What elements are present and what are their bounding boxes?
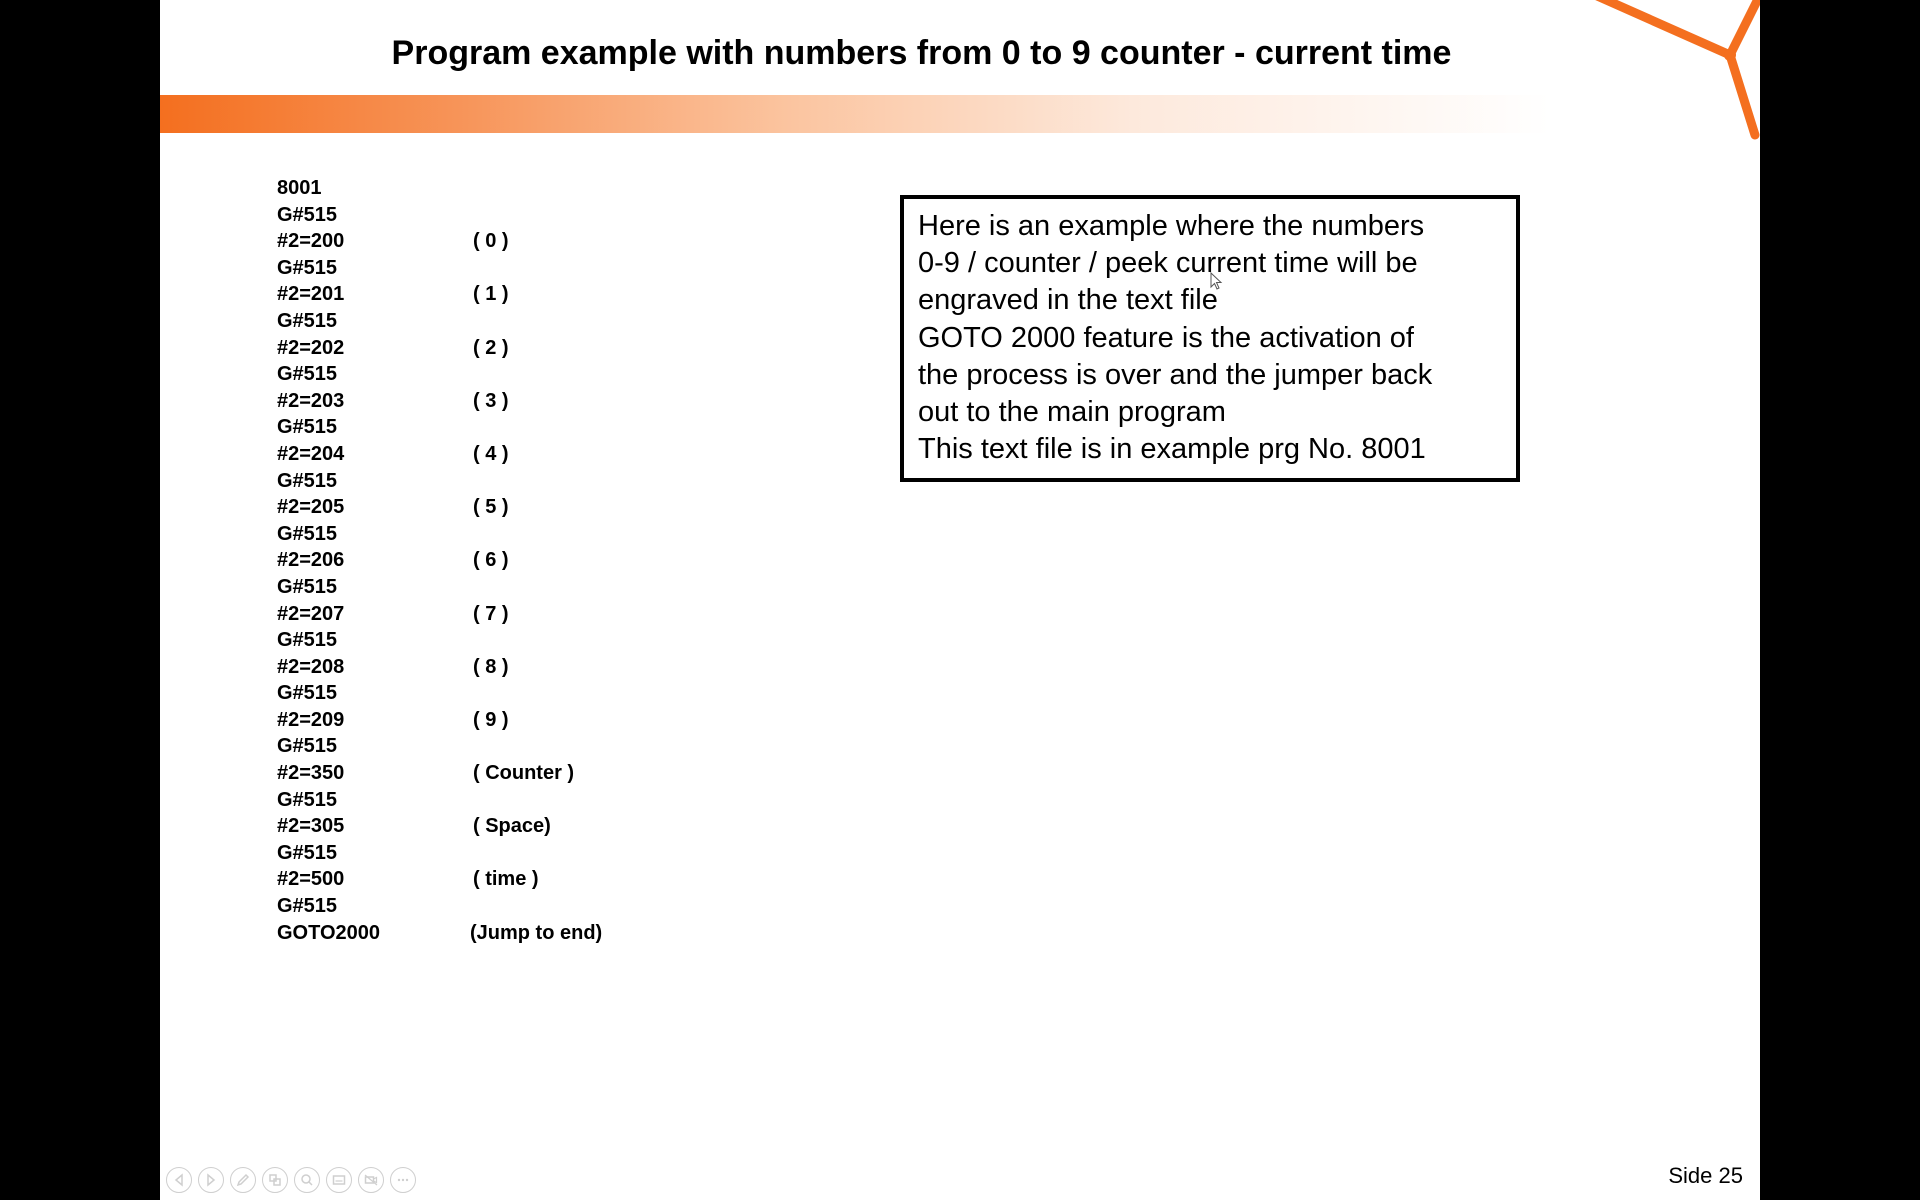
code-command: G#515 <box>277 575 338 598</box>
code-command: #2=202 <box>277 336 345 359</box>
code-comment: ( 6 ) <box>473 549 509 572</box>
code-command: #2=200 <box>277 230 345 253</box>
code-command: G#515 <box>277 309 338 332</box>
next-slide-button[interactable] <box>198 1167 224 1193</box>
code-comment: ( time ) <box>473 868 539 891</box>
subtitles-icon <box>331 1172 347 1188</box>
slides-icon <box>267 1172 283 1188</box>
code-command: #2=208 <box>277 655 345 678</box>
code-command: G#515 <box>277 256 338 279</box>
code-command: G#515 <box>277 682 338 705</box>
slideshow-toolbar <box>166 1167 416 1193</box>
code-comment: ( 3 ) <box>473 389 509 412</box>
pen-button[interactable] <box>230 1167 256 1193</box>
previous-slide-button[interactable] <box>166 1167 192 1193</box>
code-command: G#515 <box>277 363 338 386</box>
more-icon <box>395 1172 411 1188</box>
code-command: G#515 <box>277 788 338 811</box>
info-line: This text file is in example prg No. 8001 <box>918 433 1426 466</box>
code-command: G#515 <box>277 522 338 545</box>
slide <box>160 0 1760 1200</box>
code-command: GOTO2000 <box>277 921 381 944</box>
code-command: #2=204 <box>277 442 345 465</box>
arrow-right-icon <box>203 1172 219 1188</box>
see-all-slides-button[interactable] <box>262 1167 288 1193</box>
slide-title: Program example with numbers from 0 to 9 counter - current time <box>391 34 1452 72</box>
mouse-cursor-icon <box>1210 272 1224 292</box>
code-comment: ( Space) <box>473 815 551 838</box>
info-line: Here is an example where the numbers <box>918 210 1425 242</box>
info-line: the process is over and the jumper back <box>918 358 1433 391</box>
code-command: #2=500 <box>277 868 345 891</box>
code-comment: ( 4 ) <box>473 442 509 465</box>
code-command: #2=305 <box>277 815 345 838</box>
code-comment: ( 0 ) <box>473 230 509 253</box>
code-comment: ( Counter ) <box>473 762 575 785</box>
code-command: #2=350 <box>277 762 345 785</box>
code-comment: ( 1 ) <box>473 283 509 306</box>
code-command: #2=207 <box>277 602 345 625</box>
code-command: #2=206 <box>277 549 345 572</box>
code-command: G#515 <box>277 841 338 864</box>
code-comment: ( 8 ) <box>473 655 509 678</box>
subtitles-button[interactable] <box>326 1167 352 1193</box>
code-command: #2=209 <box>277 708 345 731</box>
code-command: G#515 <box>277 895 338 918</box>
code-command: #2=201 <box>277 283 345 306</box>
logo-icon <box>1580 0 1760 140</box>
camera-off-icon <box>363 1172 379 1188</box>
code-command: 8001 <box>277 177 322 199</box>
info-line: engraved in the text file <box>918 284 1218 317</box>
info-line: 0-9 / counter / peek current time will be <box>918 247 1418 280</box>
info-line: GOTO 2000 feature is the activation of <box>918 321 1414 354</box>
title-gradient-bar <box>160 95 1550 133</box>
info-box <box>900 195 1520 482</box>
code-command: G#515 <box>277 203 338 226</box>
info-line: out to the main program <box>918 396 1226 429</box>
code-command: G#515 <box>277 416 338 439</box>
code-command: G#515 <box>277 629 338 652</box>
magnifier-icon <box>299 1172 315 1188</box>
code-comment: ( 2 ) <box>473 336 509 359</box>
code-command: #2=203 <box>277 389 345 412</box>
camera-button[interactable] <box>358 1167 384 1193</box>
more-options-button[interactable] <box>390 1167 416 1193</box>
code-comment: (Jump to end) <box>470 921 603 944</box>
code-command: G#515 <box>277 469 338 492</box>
code-command: #2=205 <box>277 496 345 519</box>
code-comment: ( 7 ) <box>473 602 509 625</box>
pen-icon <box>235 1172 251 1188</box>
arrow-left-icon <box>171 1172 187 1188</box>
zoom-button[interactable] <box>294 1167 320 1193</box>
code-command: G#515 <box>277 735 338 758</box>
page-number: Side 25 <box>1668 1163 1743 1188</box>
code-comment: ( 9 ) <box>473 708 509 731</box>
code-comment: ( 5 ) <box>473 496 509 519</box>
